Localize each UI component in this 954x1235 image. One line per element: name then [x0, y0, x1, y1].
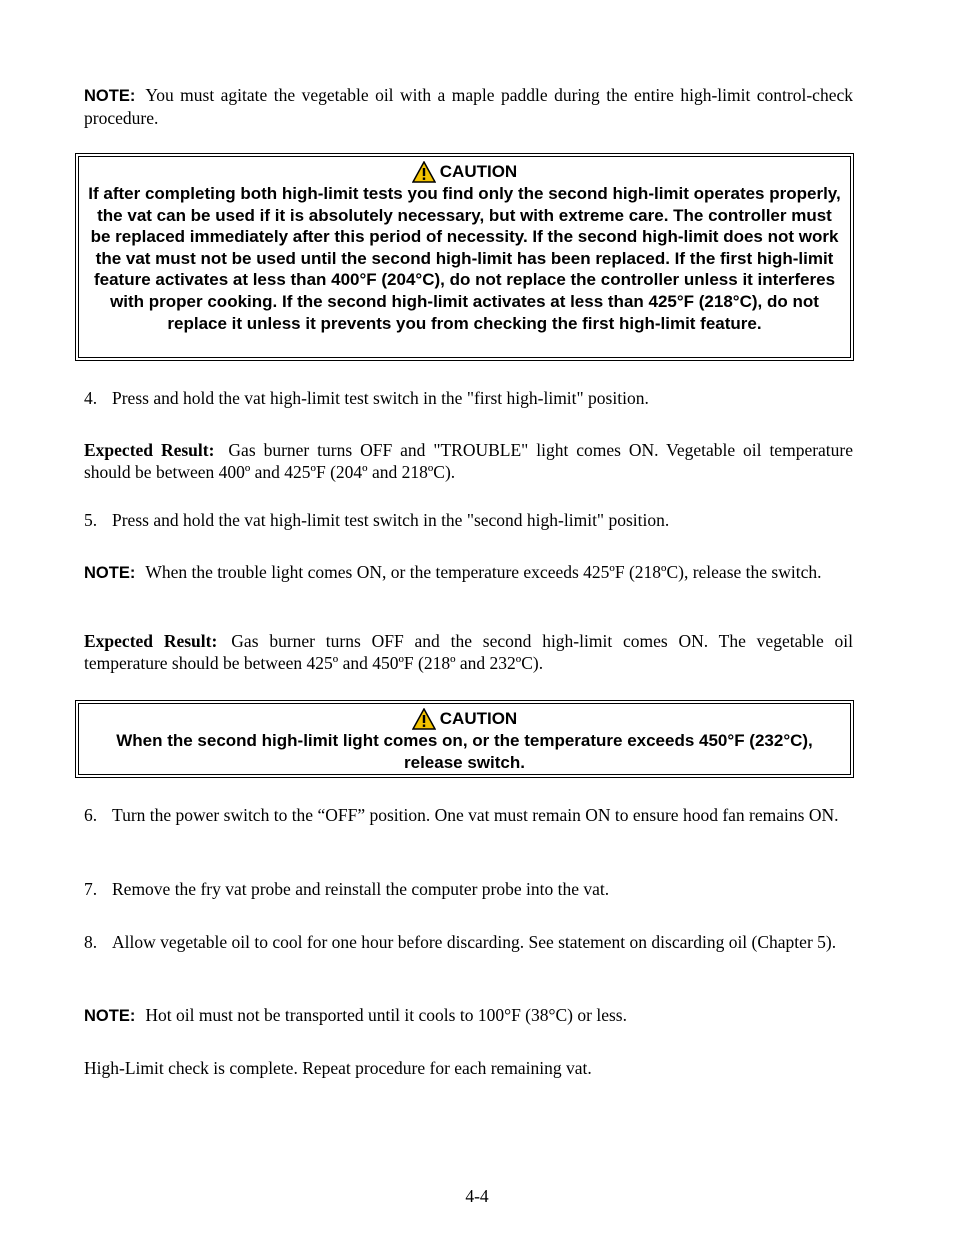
note-label: NOTE: [84, 1007, 136, 1025]
expected-result-text: Gas burner turns OFF and the second high-limit comes ON. The vegetable oil temperature should be between 425º and 450ºF (218º and 232ºC). [84, 631, 854, 673]
closing-statement: High-Limit check is complete. Repeat procedure for each remaining vat. [84, 1058, 592, 1078]
step-text: Press and hold the vat high-limit test switch in the "first high-limit" position. [112, 388, 649, 408]
step-number: 8. [84, 932, 98, 952]
expected-result-label: Expected Result: [84, 440, 215, 460]
step-text: Allow vegetable oil to cool for one hour before discarding. See statement on discarding oil (Chapter 5). [112, 932, 837, 952]
step-number: 6. [84, 805, 98, 825]
step-text: Remove the fry vat probe and reinstall the computer probe into the vat. [112, 879, 610, 899]
note-trouble-light [84, 561, 853, 584]
note-text: When the trouble light comes ON, or the temperature exceeds 425ºF (218ºC), release the switch. [145, 562, 822, 582]
step-text: Press and hold the vat high-limit test switch in the "second high-limit" position. [112, 510, 670, 530]
caution-text: If after completing both high-limit tests you find only the second high-limit operates properly, the vat can be used if it is absolutely necessary, but with extreme care. The controller must be replaced immediately after this period of necessity. If the second high-limit does not work the vat must not be used until the second high-limit has been replaced. If the first high-limit feature activates at less than 400°F (204°C), do not replace the controller unless it interferes with proper cooking. If the second high-limit activates at less than 425°F (218°C), do not replace it unless it prevents you from checking the first high-limit feature. [88, 184, 841, 333]
note-label: NOTE: [84, 564, 136, 582]
step-7 [84, 878, 853, 900]
note-agitate [84, 84, 853, 129]
expected-result-text: Gas burner turns OFF and "TROUBLE" light comes ON. Vegetable oil temperature should be between 400º and 425ºF (204º and 218ºC). [84, 440, 854, 482]
caution-heading [87, 708, 842, 730]
caution-heading [87, 161, 842, 183]
step-4 [84, 387, 853, 409]
caution-text: When the second high-limit light comes on, or the temperature exceeds 450°F (232°C), release switch. [116, 731, 813, 772]
step-number: 4. [84, 388, 98, 408]
caution-box-high-limit [75, 153, 854, 361]
step-8 [84, 931, 853, 953]
step-6 [84, 804, 853, 826]
warning-triangle-icon [412, 708, 436, 730]
warning-triangle-icon [412, 161, 436, 183]
caution-title: CAUTION [439, 709, 518, 729]
expected-result-first [84, 439, 853, 483]
step-5 [84, 509, 853, 531]
step-number: 5. [84, 510, 98, 530]
caution-box-release-switch [75, 700, 854, 778]
expected-result-label: Expected Result: [84, 631, 218, 651]
step-number: 7. [84, 879, 98, 899]
caution-title: CAUTION [439, 162, 518, 182]
note-text: Hot oil must not be transported until it cools to 100°F (38°C) or less. [145, 1005, 627, 1025]
note-hot-oil [84, 1004, 853, 1027]
expected-result-second [84, 630, 853, 674]
note-label: NOTE: [84, 87, 136, 105]
note-text: You must agitate the vegetable oil with a maple paddle during the entire high-limit control-check procedure. [84, 85, 853, 128]
step-text: Turn the power switch to the “OFF” position. One vat must remain ON to ensure hood fan remains ON. [112, 805, 839, 825]
page-number: 4-4 [465, 1186, 489, 1206]
